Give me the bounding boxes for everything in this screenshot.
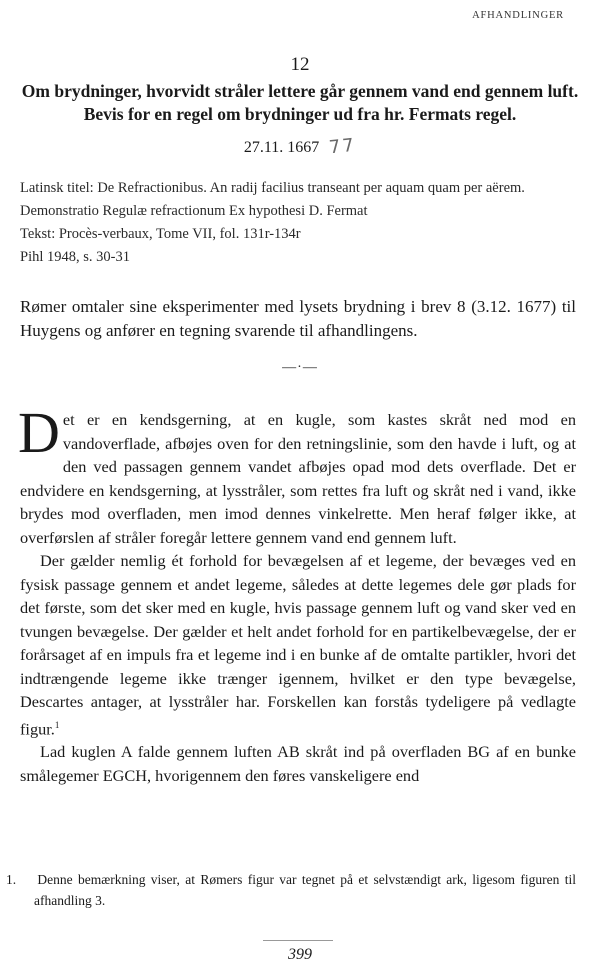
page-number: 399 <box>288 946 312 963</box>
footnote-text: Denne bemærkning viser, at Rømers figur var tegnet på et selvstændigt ark, ligesom figuren til afhandling 3. <box>34 872 576 908</box>
section-separator: —·— <box>282 360 318 375</box>
body-paragraph <box>20 740 576 787</box>
metadata-block <box>20 177 575 269</box>
reference: Pihl 1948, s. 30-31 <box>20 249 130 265</box>
paragraph-text: Der gælder nemlig ét forhold for bevægelsen af et legeme, der bevæges ved en fysisk passage gennem et andet legeme, således at dette legemes dele gør plads for det første, som det sker med en kugle, hvis passage gennem luft og vand sker ved en tvungen bevægelse. Der gælder et helt andet forhold for en partikelbevægelse, der er forårsaget af en impuls fra et legeme ind i en bunke af de omtalte partikler, hvori det indtrængende legeme ikke trænger igennem, hvilket er den type bevægelse, Descartes antager, at lysstråler har. Forskellen kan forstås tydeligere på vedlagte figur. <box>20 551 576 738</box>
date-line <box>0 136 600 157</box>
drop-cap: D <box>18 400 60 465</box>
latin-title: Latinsk titel: De Refractionibus. An radij facilius transeant per aquam quam per aërem. Demonstratio Regulæ refractionum Ex hypothesi D. Fermat <box>20 180 525 219</box>
footnote-number: 1. <box>6 872 17 887</box>
intro-paragraph: Rømer omtaler sine eksperimenter med lysets brydning i brev 8 (3.12. 1677) til Huygens og anfører en tegning svarende til afhandlingens. <box>20 297 576 340</box>
body-text <box>18 400 576 787</box>
date-printed: 27.11. 1667 <box>243 139 320 156</box>
chapter-title: Om brydninger, hvorvidt stråler lettere går gennem vand end gennem luft. Bevis for en regel om brydninger ud fra hr. Fermats regel. <box>21 81 579 124</box>
running-head: AFHANDLINGER <box>472 10 564 21</box>
footnote-ref[interactable]: 1 <box>54 719 60 730</box>
body-paragraph <box>18 400 576 549</box>
paragraph-text: et er en kendsgerning, at en kugle, som kastes skråt ned mod en vandoverflade, afbøjes oven for den retningslinie, som den havde i luft, og at den ved passagen gennem vandet afbøjes opad mod dets overflade. Det er endvidere en kendsgerning, at lysstråler, som rettes fra luft og skråt ned i vand, ikke brydes mod overfladen, men imod dennes vinkelrette. Men heraf følger ikke, at overførslen af stråler foregår lettere gennem vand end gennem luft. <box>20 410 576 547</box>
body-paragraph <box>20 549 576 740</box>
page-rule <box>263 940 333 941</box>
handwritten-annotation: 77 <box>328 134 358 159</box>
chapter-number: 12 <box>290 54 310 75</box>
footnote <box>6 869 576 911</box>
text-source: Tekst: Procès-verbaux, Tome VII, fol. 131r-134r <box>20 226 301 242</box>
paragraph-text: Lad kuglen A falde gennem luften AB skråt ind på overfladen BG af en bunke smålegemer EGCH, hvorigennem den føres vanskeligere end <box>20 742 576 785</box>
